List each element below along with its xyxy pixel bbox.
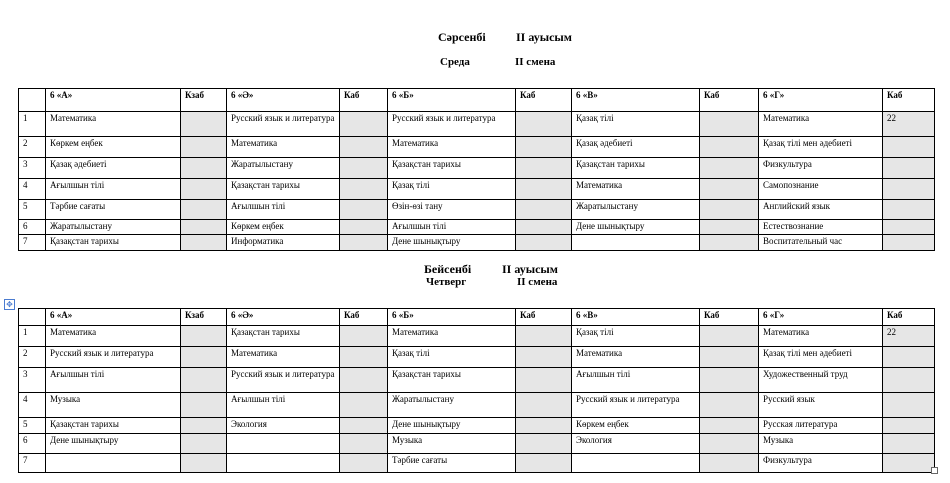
subject-cell[interactable]: Русский язык и литература [46, 347, 181, 368]
room-cell[interactable] [700, 393, 759, 418]
subject-cell[interactable]: Музыка [388, 434, 516, 454]
subject-cell[interactable]: Воспитательный час [759, 235, 883, 251]
subject-cell[interactable]: Дене шынықтыру [388, 418, 516, 434]
subject-cell[interactable]: Жаратылыстану [572, 200, 700, 220]
room-cell[interactable] [883, 200, 935, 220]
subject-cell[interactable]: Математика [227, 347, 340, 368]
room-cell[interactable] [883, 418, 935, 434]
room-cell[interactable] [883, 393, 935, 418]
room-cell[interactable] [340, 434, 388, 454]
subject-cell[interactable]: Тәрбие сағаты [388, 454, 516, 473]
header-cell: Каб [700, 89, 759, 112]
header-cell: 6 «А» [46, 309, 181, 326]
subject-cell[interactable]: Математика [227, 137, 340, 158]
subject-cell[interactable]: Русская литература [759, 418, 883, 434]
room-cell[interactable] [516, 368, 572, 393]
schedule-table-thursday [18, 308, 935, 473]
room-cell[interactable] [883, 137, 935, 158]
header-cell: Кзаб [181, 89, 227, 112]
table-row [19, 393, 935, 418]
lesson-number-cell[interactable]: 1 [19, 112, 46, 137]
room-cell[interactable] [340, 454, 388, 473]
room-cell[interactable] [340, 393, 388, 418]
header-cell: 6 «Г» [759, 309, 883, 326]
room-cell[interactable] [516, 347, 572, 368]
lesson-number-cell[interactable]: 7 [19, 454, 46, 473]
room-cell[interactable] [181, 368, 227, 393]
subject-cell[interactable]: Музыка [759, 434, 883, 454]
lesson-number-cell[interactable]: 7 [19, 235, 46, 251]
subject-cell[interactable]: Ағылшын тілі [46, 179, 181, 200]
subject-cell[interactable]: Дене шынықтыру [46, 434, 181, 454]
subject-cell[interactable]: Қазақстан тарихы [46, 418, 181, 434]
section2-day-ru: Четверг [426, 276, 467, 288]
subject-cell[interactable]: Математика [46, 326, 181, 347]
section1-shift-ru: ІІ смена [515, 56, 556, 68]
table-row [19, 454, 935, 473]
room-cell[interactable] [700, 220, 759, 235]
subject-cell[interactable] [227, 454, 340, 473]
subject-cell[interactable]: Экология [227, 418, 340, 434]
room-cell[interactable] [181, 158, 227, 179]
room-cell[interactable] [700, 454, 759, 473]
table-row [19, 368, 935, 393]
subject-cell[interactable]: Ағылшын тілі [46, 368, 181, 393]
subject-cell[interactable]: Қазақстан тарихы [46, 235, 181, 251]
table-row [19, 418, 935, 434]
section1-shift-kz: ІІ ауысым [516, 30, 572, 44]
room-cell[interactable] [516, 434, 572, 454]
room-cell[interactable] [883, 368, 935, 393]
room-cell[interactable] [700, 200, 759, 220]
room-cell[interactable] [700, 347, 759, 368]
subject-cell[interactable]: Қазақстан тарихы [388, 368, 516, 393]
room-cell[interactable] [700, 235, 759, 251]
subject-cell[interactable]: Көркем еңбек [46, 137, 181, 158]
lesson-number-cell[interactable]: 5 [19, 200, 46, 220]
subject-cell[interactable] [572, 454, 700, 473]
table-header-row [19, 309, 935, 326]
table-row [19, 347, 935, 368]
subject-cell[interactable]: Экология [572, 434, 700, 454]
subject-cell[interactable]: Математика [388, 137, 516, 158]
schedule-table-wednesday [18, 88, 935, 251]
subject-cell[interactable] [227, 434, 340, 454]
header-cell: 6 «Г» [759, 89, 883, 112]
subject-cell[interactable]: Дене шынықтыру [388, 235, 516, 251]
room-cell[interactable] [340, 137, 388, 158]
subject-cell[interactable]: Математика [388, 326, 516, 347]
subject-cell[interactable]: Жаратылыстану [388, 393, 516, 418]
header-cell: 6 «Б» [388, 309, 516, 326]
table-row [19, 235, 935, 251]
table-row [19, 137, 935, 158]
room-cell[interactable] [700, 418, 759, 434]
lesson-number-cell[interactable]: 4 [19, 393, 46, 418]
header-cell: 6 «Б» [388, 89, 516, 112]
room-cell[interactable] [516, 158, 572, 179]
room-cell[interactable] [181, 179, 227, 200]
header-cell: 6 «А» [46, 89, 181, 112]
subject-cell[interactable]: Естествознание [759, 220, 883, 235]
room-cell[interactable] [516, 326, 572, 347]
table-row [19, 434, 935, 454]
subject-cell[interactable]: Ағылшын тілі [227, 200, 340, 220]
room-cell[interactable] [340, 418, 388, 434]
room-cell[interactable] [700, 137, 759, 158]
header-cell: Каб [516, 309, 572, 326]
room-cell[interactable] [516, 179, 572, 200]
room-cell[interactable] [340, 158, 388, 179]
table-row [19, 112, 935, 137]
subject-cell[interactable]: Жаратылыстану [46, 220, 181, 235]
room-cell[interactable] [883, 158, 935, 179]
room-cell[interactable] [181, 434, 227, 454]
subject-cell[interactable]: Қазақ әдебиеті [572, 137, 700, 158]
room-cell[interactable] [700, 326, 759, 347]
header-cell: Каб [883, 309, 935, 326]
subject-cell[interactable]: Информатика [227, 235, 340, 251]
subject-cell[interactable]: Қазақ әдебиеті [46, 158, 181, 179]
subject-cell[interactable]: Өзін-өзі тану [388, 200, 516, 220]
subject-cell[interactable]: Математика [572, 347, 700, 368]
lesson-number-cell[interactable]: 5 [19, 418, 46, 434]
table-row [19, 220, 935, 235]
room-cell[interactable] [340, 179, 388, 200]
subject-cell[interactable]: Қазақ тілі мен әдебиеті [759, 137, 883, 158]
header-cell: 6 «Ә» [227, 89, 340, 112]
lesson-number-cell[interactable]: 2 [19, 137, 46, 158]
lesson-number-cell[interactable]: 6 [19, 220, 46, 235]
subject-cell[interactable]: Ағылшын тілі [227, 393, 340, 418]
lesson-number-cell[interactable]: 3 [19, 158, 46, 179]
subject-cell[interactable]: Русский язык и литература [388, 112, 516, 137]
room-cell[interactable] [516, 235, 572, 251]
room-cell[interactable] [340, 347, 388, 368]
header-cell: 6 «В» [572, 89, 700, 112]
section1-heading [0, 30, 950, 70]
table-row [19, 326, 935, 347]
room-cell[interactable] [516, 112, 572, 137]
subject-cell[interactable]: Ағылшын тілі [572, 368, 700, 393]
room-cell[interactable] [883, 235, 935, 251]
header-cell: 6 «Ә» [227, 309, 340, 326]
header-cell: Каб [700, 309, 759, 326]
subject-cell[interactable] [572, 235, 700, 251]
room-cell[interactable] [516, 393, 572, 418]
subject-cell[interactable]: Қазақстан тарихы [572, 158, 700, 179]
room-cell[interactable] [516, 200, 572, 220]
header-cell: Каб [340, 89, 388, 112]
room-cell[interactable] [181, 347, 227, 368]
header-cell: 6 «В» [572, 309, 700, 326]
subject-cell[interactable]: Русский язык и литература [572, 393, 700, 418]
room-cell[interactable] [181, 326, 227, 347]
subject-cell[interactable]: Художественный труд [759, 368, 883, 393]
header-cell: Каб [516, 89, 572, 112]
subject-cell[interactable]: Қазақстан тарихы [388, 158, 516, 179]
header-cell: Каб [340, 309, 388, 326]
room-cell[interactable]: 22 [883, 112, 935, 137]
room-cell[interactable] [181, 112, 227, 137]
room-cell[interactable] [883, 434, 935, 454]
room-cell[interactable] [181, 454, 227, 473]
header-cell-number [19, 309, 46, 326]
lesson-number-cell[interactable]: 3 [19, 368, 46, 393]
subject-cell[interactable]: Математика [46, 112, 181, 137]
section2-heading [0, 262, 950, 292]
room-cell[interactable] [340, 326, 388, 347]
subject-cell[interactable]: Дене шынықтыру [572, 220, 700, 235]
room-cell[interactable] [181, 137, 227, 158]
lesson-number-cell[interactable]: 2 [19, 347, 46, 368]
subject-cell[interactable]: Қазақ тілі [388, 179, 516, 200]
section2-shift-ru: ІІ смена [517, 276, 558, 288]
subject-cell[interactable]: Физкультура [759, 158, 883, 179]
header-cell: Каб [883, 89, 935, 112]
table-row [19, 200, 935, 220]
room-cell[interactable] [181, 220, 227, 235]
room-cell[interactable] [700, 368, 759, 393]
subject-cell[interactable] [46, 454, 181, 473]
room-cell[interactable] [700, 434, 759, 454]
lesson-number-cell[interactable]: 1 [19, 326, 46, 347]
lesson-number-cell[interactable]: 6 [19, 434, 46, 454]
table-row [19, 179, 935, 200]
subject-cell[interactable]: Английский язык [759, 200, 883, 220]
room-cell[interactable] [516, 454, 572, 473]
subject-cell[interactable]: Русский язык и литература [227, 112, 340, 137]
subject-cell[interactable]: Тәрбие сағаты [46, 200, 181, 220]
section2-shift-kz: ІІ ауысым [502, 262, 558, 276]
room-cell[interactable] [883, 179, 935, 200]
subject-cell[interactable]: Жаратылыстану [227, 158, 340, 179]
subject-cell[interactable]: Қазақстан тарихы [227, 326, 340, 347]
subject-cell[interactable]: Көркем еңбек [227, 220, 340, 235]
section1-day-ru: Среда [440, 56, 470, 68]
table-header-row [19, 89, 935, 112]
header-cell-number [19, 89, 46, 112]
subject-cell[interactable]: Ағылшын тілі [388, 220, 516, 235]
subject-cell[interactable]: Математика [572, 179, 700, 200]
subject-cell[interactable]: Қазақ тілі [572, 112, 700, 137]
room-cell[interactable] [181, 200, 227, 220]
subject-cell[interactable]: Самопознание [759, 179, 883, 200]
header-cell: Кзаб [181, 309, 227, 326]
room-cell[interactable] [340, 112, 388, 137]
table-row [19, 158, 935, 179]
subject-cell[interactable]: Математика [759, 326, 883, 347]
subject-cell[interactable]: Қазақстан тарихы [227, 179, 340, 200]
room-cell[interactable] [340, 220, 388, 235]
lesson-number-cell[interactable]: 4 [19, 179, 46, 200]
section1-day-kz: Сәрсенбі [438, 30, 486, 44]
subject-cell[interactable]: Русский язык [759, 393, 883, 418]
move-arrows-icon[interactable]: ✥ [4, 299, 15, 310]
room-cell[interactable] [700, 179, 759, 200]
subject-cell[interactable]: Физкультура [759, 454, 883, 473]
subject-cell[interactable]: Математика [759, 112, 883, 137]
room-cell[interactable] [700, 158, 759, 179]
room-cell[interactable] [181, 418, 227, 434]
room-cell[interactable] [340, 368, 388, 393]
subject-cell[interactable]: Көркем еңбек [572, 418, 700, 434]
subject-cell[interactable]: Қазақ тілі [388, 347, 516, 368]
subject-cell[interactable]: Русский язык и литература [227, 368, 340, 393]
room-cell[interactable]: 22 [883, 326, 935, 347]
subject-cell[interactable]: Қазақ тілі [572, 326, 700, 347]
room-cell[interactable] [516, 137, 572, 158]
room-cell[interactable] [883, 454, 935, 473]
room-cell[interactable] [516, 418, 572, 434]
room-cell[interactable] [181, 393, 227, 418]
resize-corner-icon[interactable] [931, 467, 938, 474]
room-cell[interactable] [883, 220, 935, 235]
room-cell[interactable] [340, 235, 388, 251]
room-cell[interactable] [700, 112, 759, 137]
room-cell[interactable] [883, 347, 935, 368]
room-cell[interactable] [340, 200, 388, 220]
room-cell[interactable] [181, 235, 227, 251]
subject-cell[interactable]: Қазақ тілі мен әдебиеті [759, 347, 883, 368]
subject-cell[interactable]: Музыка [46, 393, 181, 418]
section2-day-kz: Бейсенбі [424, 262, 472, 276]
room-cell[interactable] [516, 220, 572, 235]
